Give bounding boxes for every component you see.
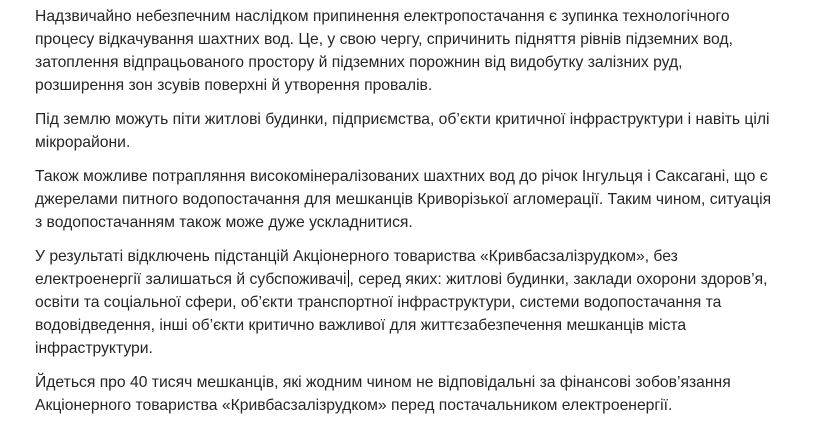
text-cursor (348, 270, 349, 287)
text-before-caret: електроенергії залишаться й субспоживачі (35, 271, 347, 288)
text-line: процесу відкачування шахтних вод. Це, у свою чергу, спричинить підняття рівнів підземних вод, (35, 31, 733, 48)
text-line: джерелами питного водопостачання для мешканців Криворізької агломерації. Таким чином, ситуація (35, 191, 772, 208)
paragraph-2 (35, 108, 815, 154)
paragraph-3 (35, 165, 815, 234)
paragraph-5 (35, 371, 815, 417)
text-line: з водопостачанням також може дуже ускладнитися. (35, 214, 413, 231)
text-line: освіти та соціальної сфери, об’єкти транспортної інфраструктури, системи водопостачання та (35, 294, 722, 311)
text-after-caret: , серед яких: житлові будинки, заклади охорони здоров’я, (349, 271, 768, 288)
document-body[interactable] (35, 5, 815, 428)
text-line: Під землю можуть піти житлові будинки, підприємства, об’єкти критичної інфраструктури і навіть цілі (35, 111, 770, 128)
text-line: Також можливе потрапляння високомінералізованих шахтних вод до річок Інгульця і Саксагані, що є (35, 168, 768, 185)
text-line: Акціонерного товариства «Кривбасзалізрудком» перед постачальником електроенергії. (35, 397, 673, 414)
text-line: затоплення відпрацьованого простору й підземних порожнин від видобутку залізних руд, (35, 54, 683, 71)
text-line-with-caret (35, 268, 815, 291)
text-line: водовідведення, інші об’єкти критично важливої для життєзабезпечення мешканців міста (35, 317, 687, 334)
text-line: інфраструктури. (35, 340, 153, 357)
paragraph-1 (35, 5, 815, 97)
text-line: розширення зон зсувів поверхні й утворення провалів. (35, 77, 433, 94)
text-line: Йдеться про 40 тисяч мешканців, які жодним чином не відповідальні за фінансові зобов’язання (35, 374, 731, 391)
text-line: Надзвичайно небезпечним наслідком припинення електропостачання є зупинка технологічного (35, 8, 730, 25)
text-line: У результаті відключень підстанцій Акціонерного товариства «Кривбасзалізрудком», без (35, 248, 678, 265)
paragraph-4 (35, 245, 815, 360)
text-line: мікрорайони. (35, 134, 131, 151)
